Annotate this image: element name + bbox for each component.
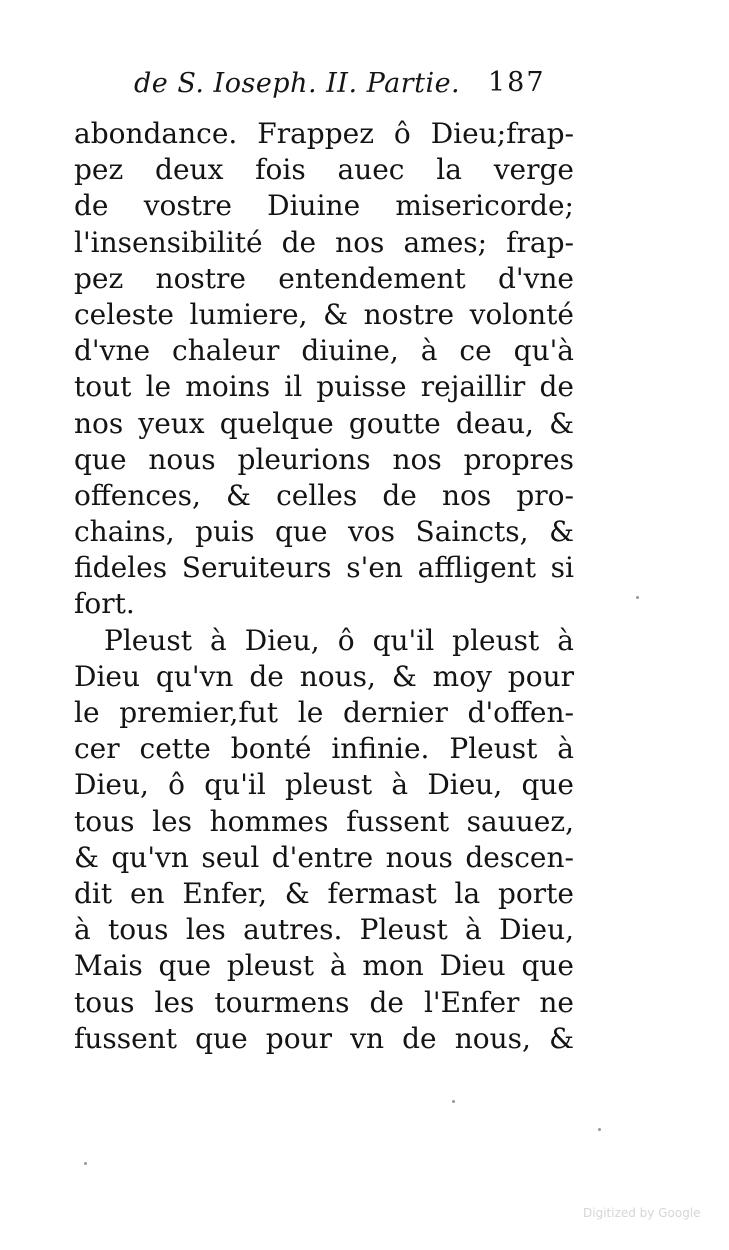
paragraph-1 bbox=[74, 116, 574, 623]
text-line: l'insensibilité de nos ames; frap- bbox=[74, 225, 574, 259]
text-line: tout le moins il puisse rejaillir de bbox=[74, 370, 574, 404]
text-line: le premier,fut le dernier d'offen- bbox=[74, 696, 574, 729]
paragraph-2 bbox=[74, 623, 574, 1057]
text-line: Dieu qu'vn de nous, & moy pour bbox=[74, 659, 574, 693]
ink-speck bbox=[598, 1128, 601, 1131]
text-line: fussent que pour vn de nous, & bbox=[74, 1021, 574, 1055]
text-line: tous les hommes fussent sauuez, bbox=[74, 804, 574, 838]
text-line: dit en Enfer, & fermast la porte bbox=[74, 876, 574, 910]
text-line: d'vne chaleur diuine, à ce qu'à bbox=[74, 334, 574, 368]
text-line: tous les tourmens de l'Enfer ne bbox=[74, 985, 574, 1019]
page-number: 187 bbox=[488, 67, 546, 98]
running-title: de S. Ioseph. II. Partie. bbox=[134, 68, 461, 99]
text-line: Dieu, ô qu'il pleust à Dieu, que bbox=[74, 768, 574, 802]
text-line: nos yeux quelque goutte deau, & bbox=[74, 406, 574, 440]
ink-speck bbox=[452, 1100, 455, 1103]
digitization-watermark: Digitized by Google bbox=[583, 1206, 701, 1220]
running-head bbox=[130, 68, 570, 112]
text-line: pez nostre entendement d'vne bbox=[74, 261, 574, 295]
text-line: Mais que pleust à mon Dieu que bbox=[74, 949, 574, 983]
text-line: offences, & celles de nos pro- bbox=[74, 478, 574, 512]
text-line: & qu'vn seul d'entre nous descen- bbox=[74, 840, 574, 874]
ink-speck bbox=[636, 596, 639, 599]
body-text bbox=[74, 116, 574, 1057]
text-line: chains, puis que vos Saincts, & bbox=[74, 515, 574, 549]
text-line: abondance. Frappez ô Dieu;frap- bbox=[74, 117, 574, 150]
text-line: Pleust à Dieu, ô qu'il pleust à bbox=[104, 623, 574, 657]
text-line: celeste lumiere, & nostre volonté bbox=[74, 297, 574, 331]
text-line: cer cette bonté infinie. Pleust à bbox=[74, 732, 574, 766]
text-line: de vostre Diuine misericorde; bbox=[74, 189, 574, 223]
text-line: fort. bbox=[74, 587, 135, 621]
text-line: à tous les autres. Pleust à Dieu, bbox=[74, 913, 574, 947]
text-line: pez deux fois auec la verge bbox=[74, 153, 574, 187]
text-line: fideles Seruiteurs s'en affligent si bbox=[74, 551, 574, 585]
ink-speck bbox=[84, 1162, 87, 1165]
text-line: que nous pleurions nos propres bbox=[74, 442, 574, 476]
